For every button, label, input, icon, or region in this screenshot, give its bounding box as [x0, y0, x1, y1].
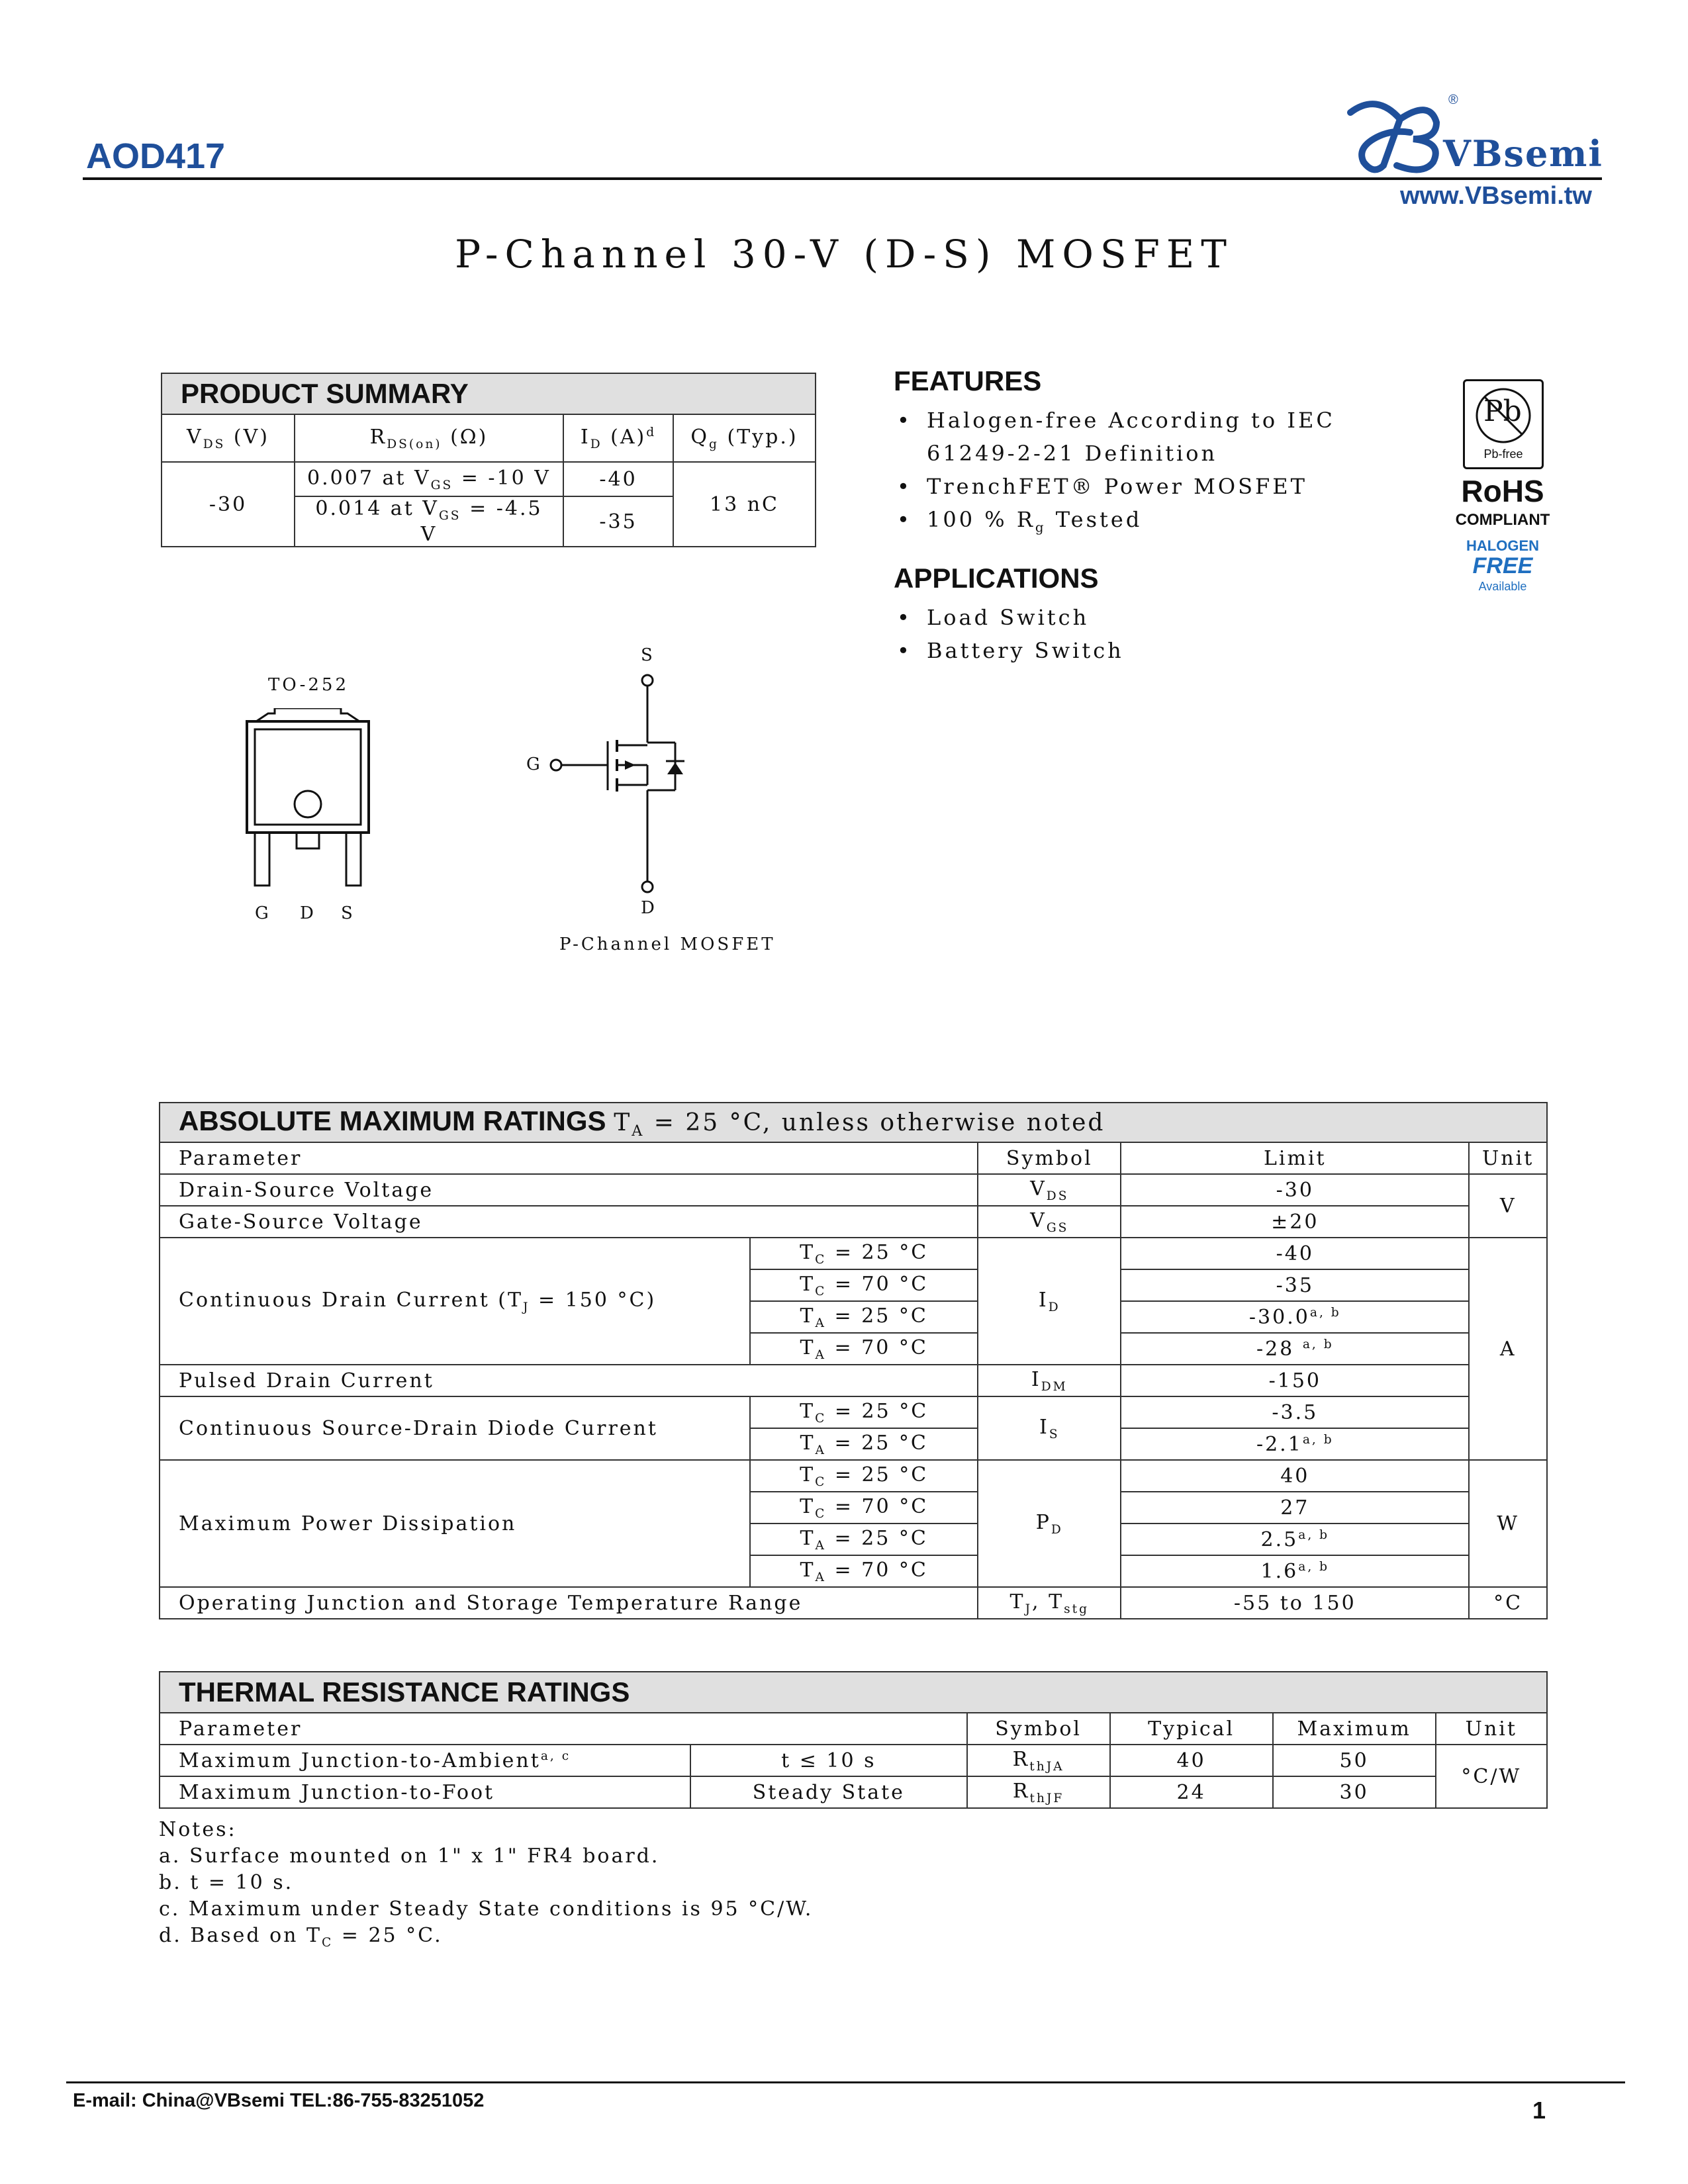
val-id-2: -35 — [1121, 1269, 1469, 1301]
note-a: a. Surface mounted on 1" x 1" FR4 board. — [159, 1844, 660, 1868]
product-summary-heading: PRODUCT SUMMARY — [162, 373, 816, 414]
id-value-2: -35 — [563, 496, 673, 547]
val-is-2: -2.1$^{a, b}$ — [1121, 1428, 1469, 1460]
application-item: • Battery Switch — [890, 634, 1433, 667]
thermal-heading: THERMAL RESISTANCE RATINGS — [160, 1672, 1547, 1713]
sym-idm: $I_{DM}$ — [978, 1365, 1121, 1396]
halogen-available: Available — [1478, 580, 1527, 593]
thermal-param-ambient: Maximum Junction-to-Ambient$^{a, c}$ — [160, 1745, 690, 1776]
val-pd-1: 40 — [1121, 1460, 1469, 1492]
pin-label-d: D — [300, 903, 316, 923]
applications-heading: APPLICATIONS — [894, 563, 1099, 594]
thermal-max-foot: 30 — [1273, 1776, 1436, 1808]
pb-free-badge — [1463, 379, 1544, 469]
notes — [159, 1817, 813, 1956]
thermal-typ-ambient: 40 — [1110, 1745, 1273, 1776]
product-summary-table — [161, 373, 816, 547]
val-vgs: ±20 — [1121, 1206, 1469, 1238]
id-value-1: -40 — [563, 462, 673, 496]
param-gate-source-voltage: Gate-Source Voltage — [160, 1206, 978, 1238]
amr-heading: ABSOLUTE MAXIMUM RATINGS $T_A = 25$ °C, unless otherwise noted — [160, 1103, 1547, 1142]
thermal-sym-foot: $R_{thJF}$ — [967, 1776, 1110, 1808]
val-is-1: -3.5 — [1121, 1396, 1469, 1428]
notes-title: Notes: — [159, 1818, 237, 1841]
thermal-col-unit: Unit — [1436, 1713, 1547, 1745]
pb-symbol: Pb — [1483, 394, 1522, 428]
sym-id: $I_D$ — [978, 1238, 1121, 1365]
param-maximum-power-dissipation: Maximum Power Dissipation — [160, 1460, 750, 1587]
col-rds: $R_{DS(on)}$ (Ω) — [295, 414, 563, 462]
thermal-col-parameter: Parameter — [160, 1713, 967, 1745]
pin-label-g: G — [255, 903, 271, 923]
note-d: d. Based on $T_C = 25$ °C. — [159, 1924, 443, 1950]
val-pd-4: 1.6$^{a, b}$ — [1121, 1555, 1469, 1587]
val-id-3: -30.0$^{a, b}$ — [1121, 1301, 1469, 1333]
note-b: b. t = 10 s. — [159, 1871, 294, 1894]
thermal-max-ambient: 50 — [1273, 1745, 1436, 1776]
rds-value-1: 0.007 at $V_{GS} = -10$ V — [295, 462, 563, 496]
thermal-col-maximum: Maximum — [1273, 1713, 1436, 1745]
pin-label-s: S — [341, 903, 355, 923]
thermal-sym-ambient: $R_{thJA}$ — [967, 1745, 1110, 1776]
absolute-maximum-ratings-table — [159, 1102, 1548, 1619]
thermal-unit: °C/W — [1436, 1745, 1547, 1808]
param-continuous-drain-current: Continuous Drain Current ($T_J = 150$ °C) — [160, 1238, 750, 1365]
cond-ta25: $T_A = 25$ °C — [750, 1524, 978, 1555]
val-tj: -55 to 150 — [1121, 1587, 1469, 1619]
cond-tc25: $T_C = 25$ °C — [750, 1460, 978, 1492]
cond-tc25: $T_C = 25$ °C — [750, 1396, 978, 1428]
registered-mark: ® — [1448, 93, 1458, 107]
unit-celsius: °C — [1469, 1587, 1547, 1619]
part-number: AOD417 — [86, 136, 226, 176]
unit-volt: V — [1469, 1174, 1547, 1238]
val-pd-3: 2.5$^{a, b}$ — [1121, 1524, 1469, 1555]
schematic-caption: P-Channel MOSFET — [559, 934, 776, 954]
footer-rule — [66, 2081, 1625, 2083]
schematic-source-label: S — [641, 645, 655, 665]
sym-vgs: $V_{GS}$ — [978, 1206, 1121, 1238]
sym-tj-tstg: $T_J$, $T_{stg}$ — [978, 1587, 1121, 1619]
thermal-resistance-table — [159, 1671, 1548, 1809]
val-id-4: -28 $^{a, b}$ — [1121, 1333, 1469, 1365]
halogen-free-label: FREE — [1472, 553, 1533, 578]
amr-col-limit: Limit — [1121, 1142, 1469, 1174]
pb-free-label: Pb-free — [1483, 447, 1523, 461]
val-idm: -150 — [1121, 1365, 1469, 1396]
vbsemi-logo-icon — [1337, 93, 1450, 179]
vds-value: -30 — [162, 462, 295, 547]
sym-is: $I_S$ — [978, 1396, 1121, 1460]
thermal-col-typical: Typical — [1110, 1713, 1273, 1745]
val-vds: -30 — [1121, 1174, 1469, 1206]
cond-ta25: $T_A = 25$ °C — [750, 1301, 978, 1333]
rohs-label: RoHS — [1461, 474, 1544, 508]
thermal-param-foot: Maximum Junction-to-Foot — [160, 1776, 690, 1808]
param-drain-source-voltage: Drain-Source Voltage — [160, 1174, 978, 1206]
amr-col-symbol: Symbol — [978, 1142, 1121, 1174]
amr-col-parameter: Parameter — [160, 1142, 978, 1174]
sym-vds: $V_{DS}$ — [978, 1174, 1121, 1206]
footer-contact: E-mail: China@VBsemi TEL:86-755-83251052 — [73, 2090, 485, 2111]
brand-name: VBsemi — [1443, 132, 1603, 175]
rohs-compliant: COMPLIANT — [1455, 511, 1550, 529]
schematic-gate-label: G — [526, 754, 543, 774]
feature-item: • Halogen-free According to IEC 61249-2-21 Definition — [890, 404, 1433, 470]
p-channel-mosfet-symbol-icon — [543, 668, 702, 900]
cond-tc70: $T_C = 70$ °C — [750, 1269, 978, 1301]
application-item: • Load Switch — [890, 601, 1433, 634]
rds-value-2: 0.014 at $V_{GS} = -4.5$ V — [295, 496, 563, 547]
val-pd-2: 27 — [1121, 1492, 1469, 1524]
col-vds: $V_{DS}$ (V) — [162, 414, 295, 462]
features-heading: FEATURES — [894, 365, 1042, 396]
cond-ta25: $T_A = 25$ °C — [750, 1428, 978, 1460]
sym-pd: $P_D$ — [978, 1460, 1121, 1587]
feature-item: • TrenchFET® Power MOSFET — [890, 470, 1433, 503]
unit-watt: W — [1469, 1460, 1547, 1587]
note-c: c. Maximum under Steady State conditions is 95 °C/W. — [159, 1897, 814, 1921]
thermal-typ-foot: 24 — [1110, 1776, 1273, 1808]
to252-package-icon — [242, 708, 374, 900]
col-id: $I_D$ $(A)^d$ — [563, 414, 673, 462]
param-continuous-source-drain-diode-current: Continuous Source-Drain Diode Current — [160, 1396, 750, 1460]
applications-list — [890, 601, 1433, 667]
unit-amp: A — [1469, 1238, 1547, 1460]
amr-col-unit: Unit — [1469, 1142, 1547, 1174]
schematic-drain-label: D — [641, 898, 657, 918]
param-pulsed-drain-current: Pulsed Drain Current — [160, 1365, 978, 1396]
document-title: P-Channel 30-V (D-S) MOSFET — [455, 232, 1233, 277]
cond-ta70: $T_A = 70$ °C — [750, 1333, 978, 1365]
thermal-cond-ambient: t ≤ 10 s — [690, 1745, 967, 1776]
brand-url[interactable]: www.VBsemi.tw — [1400, 182, 1592, 210]
thermal-cond-foot: Steady State — [690, 1776, 967, 1808]
thermal-col-symbol: Symbol — [967, 1713, 1110, 1745]
val-id-1: -40 — [1121, 1238, 1469, 1269]
feature-item: • 100 % $R_g$ Tested — [890, 503, 1433, 544]
cond-tc25: $T_C = 25$ °C — [750, 1238, 978, 1269]
qg-value: 13 nC — [673, 462, 816, 547]
param-operating-temperature-range: Operating Junction and Storage Temperature Range — [160, 1587, 978, 1619]
features-list — [890, 404, 1433, 544]
cond-ta70: $T_A = 70$ °C — [750, 1555, 978, 1587]
package-name: TO-252 — [268, 675, 350, 695]
page-number: 1 — [1532, 2097, 1546, 2124]
cond-tc70: $T_C = 70$ °C — [750, 1492, 978, 1524]
col-qg: $Q_g$ (Typ.) — [673, 414, 816, 462]
halogen-label: HALOGEN — [1466, 537, 1539, 554]
